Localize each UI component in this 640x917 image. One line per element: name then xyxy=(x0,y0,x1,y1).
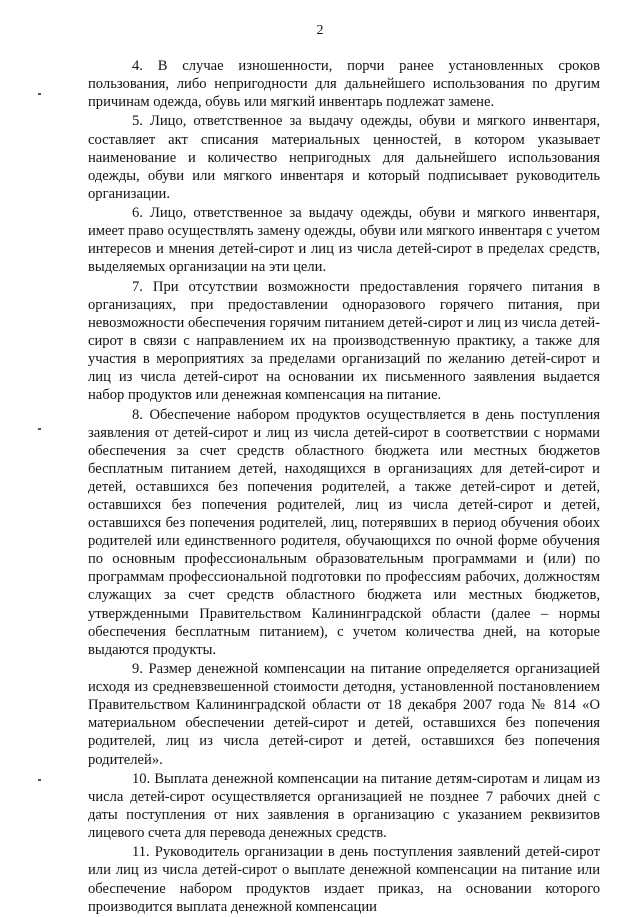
paragraph-7: 7. При отсутствии возможности предоставления горячего питания в организациях, при предоставлении одноразового горячего питания, при невозможности обеспечения горячим питанием детей-сирот и лиц из числа детей-сирот в связи с направлением их на производственную практику, а также для участия в мероприятиях за пределами организаций по желанию детей-сирот и лиц из числа детей-сирот на основании их письменного заявления выдается набор продуктов или денежная компенсация на питание. xyxy=(88,278,600,404)
margin-mark xyxy=(38,779,41,781)
paragraph-8: 8. Обеспечение набором продуктов осуществляется в день поступления заявления от детей-сирот и лиц из числа детей-сирот в соответствии с нормами обеспечения за счет средств областного бюджета или местных бюджетов бесплатным питанием детей, находящихся в организациях для детей-сирот и детей, оставшихся без попечения родителей, а также детей-сирот и детей, оставшихся без попечения родителей, лиц из числа детей-сирот и детей, оставшихся без попечения родителей, лиц, потерявших в период обучения обоих родителей или единственного родителя, обучающихся по очной форме обучения по основным профессиональным образовательным программами и (или) по программам профессиональной подготовки по профессиям рабочих, должностям служащих за счет средств областного бюджета или местных бюджетов, утвержденными Правительством Калининградской области (далее – нормы обеспечения бесплатным питанием), с учетом количества дней, на которые выдаются продукты. xyxy=(88,406,600,658)
paragraph-11: 11. Руководитель организации в день поступления заявлений детей-сирот или лиц из числа детей-сирот о выплате денежной компенсации на питание или обеспечение набором продуктов издает приказ, на основании которого производится выплата денежной компенсации xyxy=(88,844,600,915)
paragraph-10: 10. Выплата денежной компенсации на питание детям-сиротам и лицам из числа детей-сирот осуществляется организацией не позднее 7 рабочих дней с даты поступления от них заявления в организацию с указанием реквизитов лицевого счета для перевода денежных средств. xyxy=(88,770,600,842)
margin-mark xyxy=(38,93,41,95)
paragraph-4: 4. В случае изношенности, порчи ранее установленных сроков пользования, либо непригодности для дальнейшего использования по другим причинам одежда, обувь или мягкий инвентарь подлежат замене. xyxy=(88,58,600,111)
paragraph-9: 9. Размер денежной компенсации на питание определяется организацией исходя из средневзвешенной стоимости детодня, установленной постановлением Правительством Калининградской области от 18 декабря 2007 года № 814 «О материальном обеспечении детей-сирот и детей, оставшихся без попечения родителей, лиц из числа детей-сирот и детей, оставшихся без попечения родителей». xyxy=(88,661,600,768)
paragraph-5: 5. Лицо, ответственное за выдачу одежды, обуви и мягкого инвентаря, составляет акт списания материальных ценностей, в котором указывает наименование и количество непригодных для дальнейшего использования одежды, обуви или мягкого инвентаря и который подписывает руководитель организации. xyxy=(88,113,600,202)
margin-mark xyxy=(38,428,41,430)
paragraph-6: 6. Лицо, ответственное за выдачу одежды, обуви и мягкого инвентаря, имеет право осуществлять замену одежды, обуви или мягкого инвентаря с учетом интересов и мнения детей-сирот и лиц из числа детей-сирот в пределах средств, выделяемых организации на эти цели. xyxy=(88,205,600,276)
page-number: 2 xyxy=(316,23,324,38)
document-body xyxy=(88,57,600,917)
